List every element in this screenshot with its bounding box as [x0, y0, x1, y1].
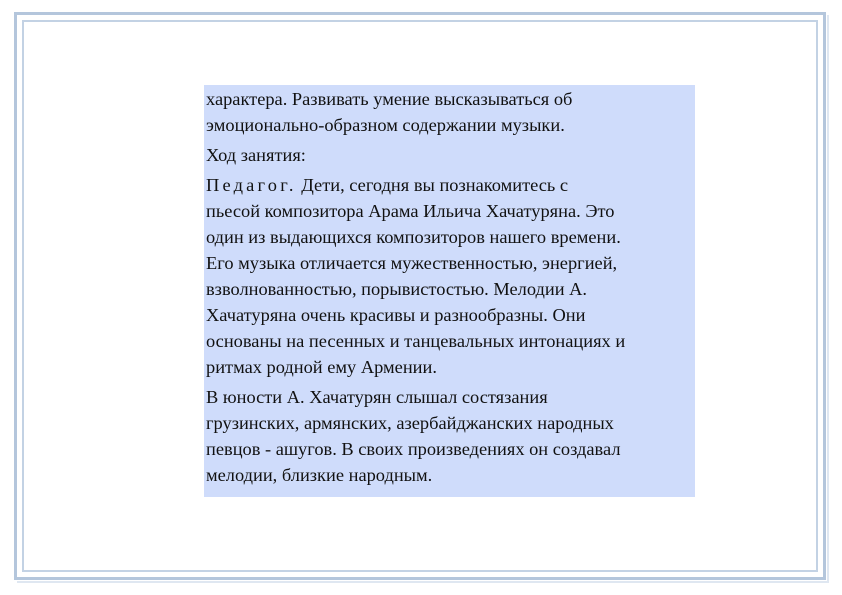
text-line: основаны на песенных и танцевальных интонациях и: [206, 331, 626, 351]
text-line: взволнованностью, порывистостью. Мелодии А.: [206, 279, 588, 299]
speaker-label: Педагог.: [206, 175, 297, 195]
text-line: грузинских, армянских, азербайджанских народных: [206, 413, 614, 433]
text-line: [206, 172, 695, 198]
text-line: эмоционально-образном содержании музыки.: [206, 115, 565, 135]
text-line: Хачатуряна очень красивы и разнообразны. Они: [206, 305, 586, 325]
paragraph-lesson-heading: [206, 142, 695, 168]
text-line-rest: Дети, сегодня вы познакомитесь с: [296, 175, 569, 195]
lesson-heading: Ход занятия:: [206, 145, 306, 165]
text-block: [204, 85, 695, 497]
text-line: ритмах родной ему Армении.: [206, 357, 437, 377]
paragraph-teacher-speech-2: [206, 384, 695, 488]
text-line: Его музыка отличается мужественностью, энергией,: [206, 253, 618, 273]
text-line: пьесой композитора Арама Ильича Хачатуряна. Это: [206, 201, 615, 221]
text-line: мелодии, близкие народным.: [206, 465, 433, 485]
paragraph-goal: [206, 86, 695, 138]
text-line: В юности А. Хачатурян слышал состязания: [206, 387, 548, 407]
text-line: один из выдающихся композиторов нашего времени.: [206, 227, 621, 247]
text-line: певцов - ашугов. В своих произведениях он создавал: [206, 439, 621, 459]
text-line: характера. Развивать умение высказываться об: [206, 89, 573, 109]
paragraph-teacher-speech-1: [206, 172, 695, 380]
